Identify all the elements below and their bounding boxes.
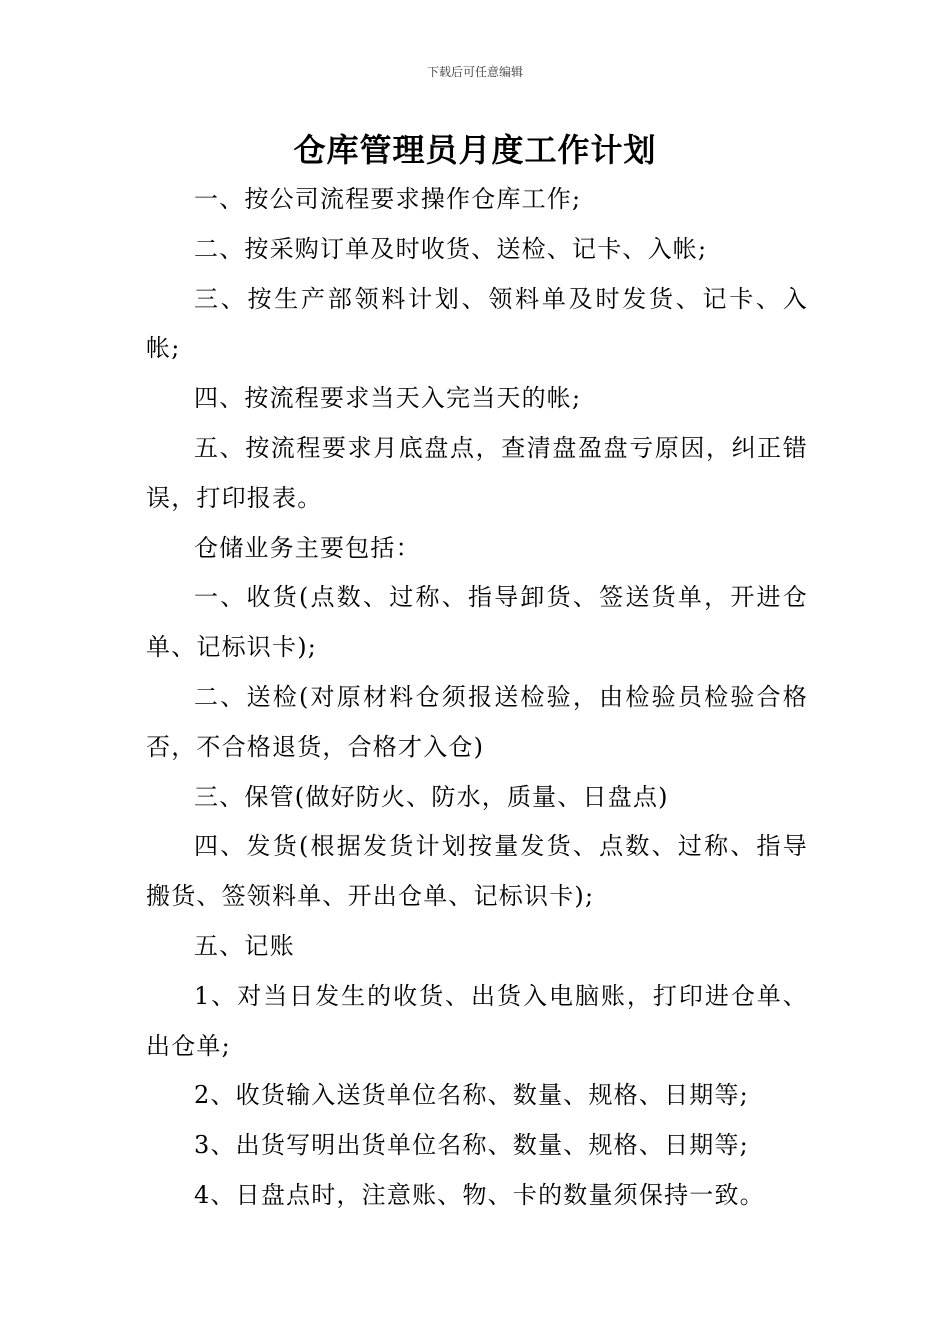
paragraph-6: 仓储业务主要包括： [194, 533, 421, 562]
document-title: 仓库管理员月度工作计划 [293, 131, 657, 169]
paragraph-8: 二、送检(对原材料仓须报送检验，由检验员检验合格否，不合格退货，合格才入仓) [146, 682, 808, 761]
paragraph-2: 二、按采购订单及时收货、送检、记卡、入帐; [194, 234, 708, 263]
header-note: 下载后可任意编辑 [426, 65, 523, 79]
paragraph-13: 2、收货输入送货单位名称、数量、规格、日期等; [194, 1081, 749, 1110]
paragraph-5: 五、按流程要求月底盘点，查清盘盈盘亏原因，纠正错误，打印报表。 [146, 433, 808, 512]
paragraph-7: 一、收货(点数、过称、指导卸货、签送货单，开进仓单、记标识卡); [146, 583, 808, 662]
paragraph-10: 四、发货(根据发货计划按量发货、点数、过称、指导搬货、签领料单、开出仓单、记标识卡); [146, 832, 808, 911]
paragraph-14: 3、出货写明出货单位名称、数量、规格、日期等; [194, 1131, 749, 1160]
paragraph-3: 三、按生产部领料计划、领料单及时发货、记卡、入帐; [146, 284, 808, 363]
paragraph-11: 五、记账 [194, 931, 295, 960]
document-body [146, 175, 808, 1221]
paragraph-15: 4、日盘点时，注意账、物、卡的数量须保持一致。 [194, 1180, 765, 1209]
paragraph-4: 四、按流程要求当天入完当天的帐; [194, 384, 582, 413]
paragraph-9: 三、保管(做好防火、防水，质量、日盘点) [194, 782, 669, 811]
paragraph-12: 1、对当日发生的收货、出货入电脑账，打印进仓单、出仓单; [146, 981, 808, 1060]
paragraph-1: 一、按公司流程要求操作仓库工作; [194, 185, 582, 213]
